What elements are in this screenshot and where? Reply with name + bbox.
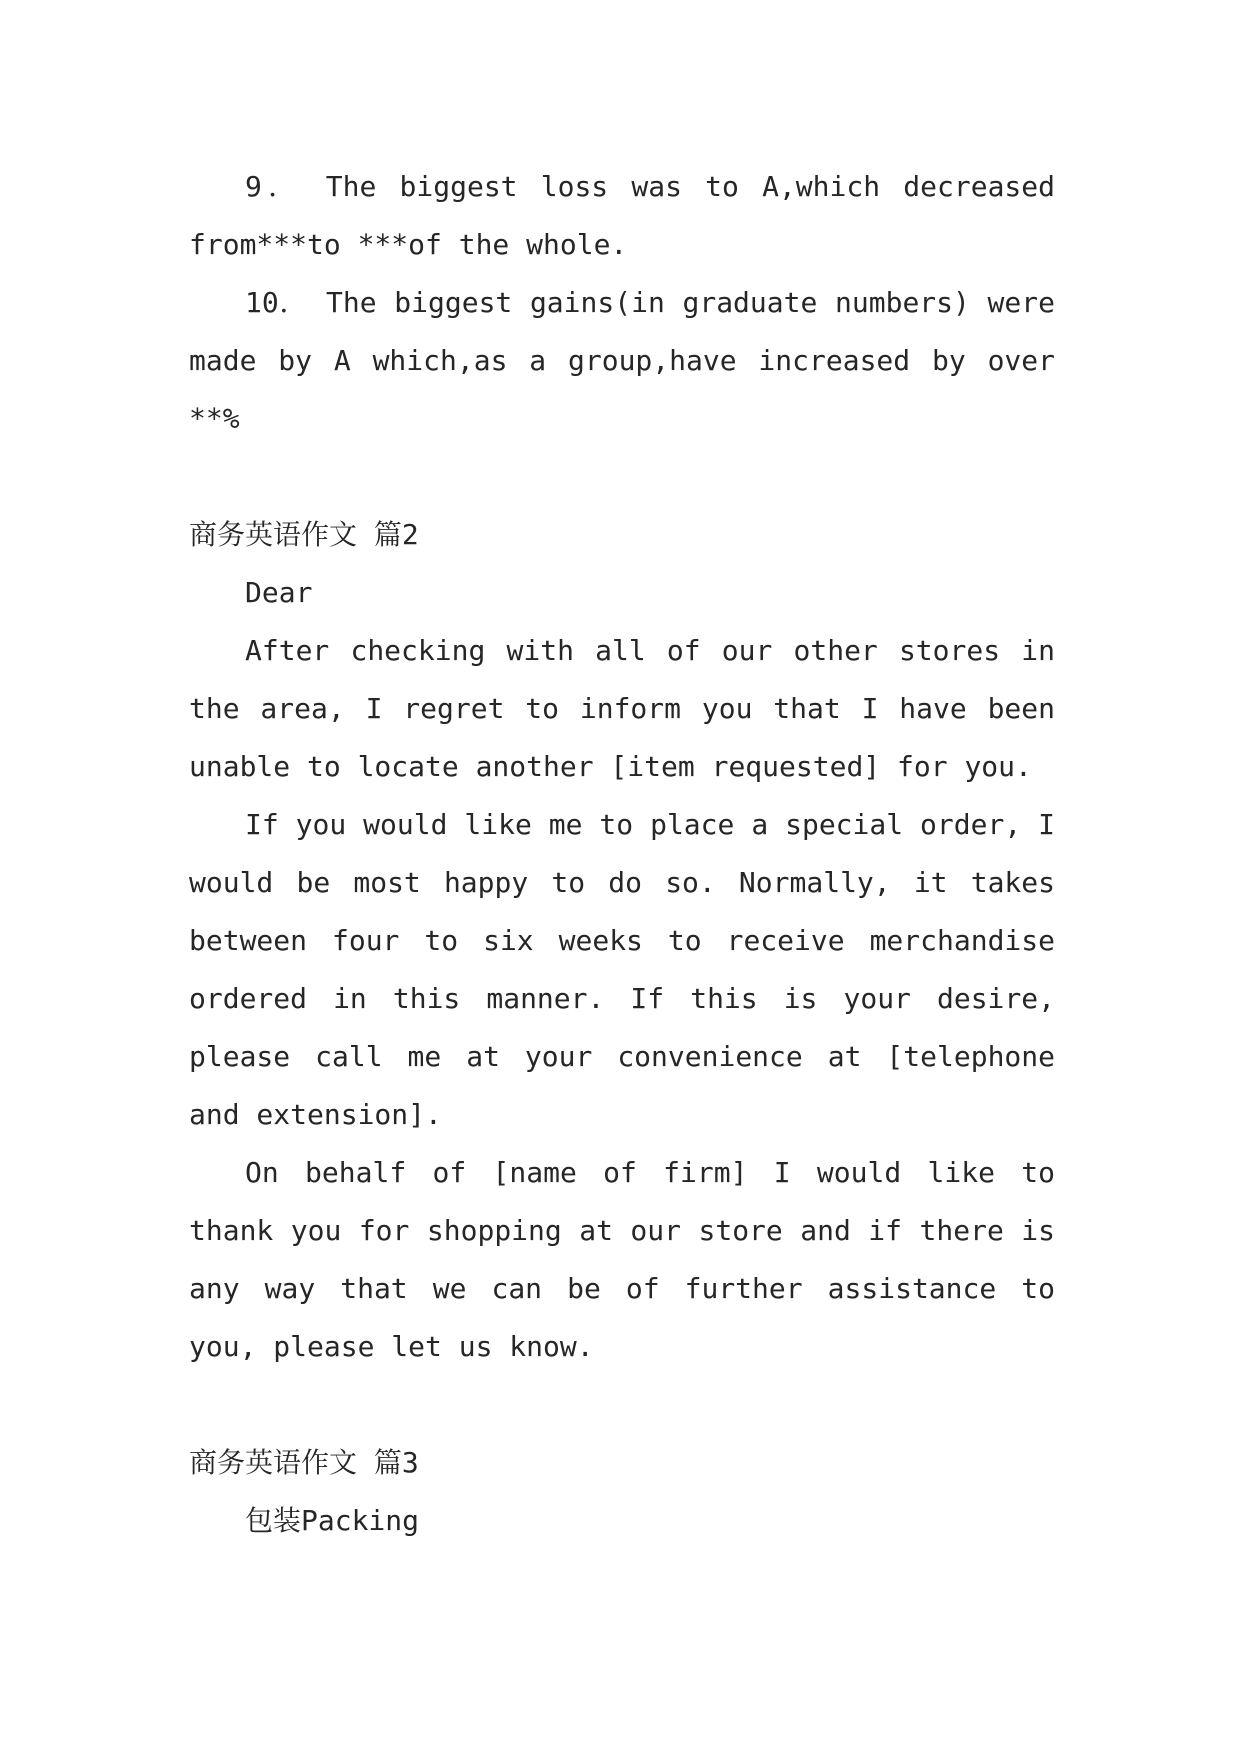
letter-paragraph-1: After checking with all of our other stores in the area, I regret to inform you that I have been unable to locate another [item requested] for you. [189, 634, 1055, 783]
letter-paragraph-3: On behalf of [name of firm] I would like to thank you for shopping at our store and if there is any way that we can be of further assistance to you, please let us know. [189, 1156, 1055, 1363]
letter-paragraph-2: If you would like me to place a special order, I would be most happy to do so. Normally, it takes between four to six weeks to receive merchandise ordered in this manner. If this is your desire, please call me at your convenience at [telephone and extension]. [189, 808, 1055, 1131]
list-item-9: 9． The biggest loss was to A,which decreased from***to ***of the whole. [189, 170, 1055, 261]
section-heading-2: 商务英语作文 篇2 [189, 518, 419, 551]
list-item-10: 10． The biggest gains(in graduate numbers) were made by A which,as a group,have increased by over **% [189, 286, 1055, 435]
section-heading-3: 商务英语作文 篇3 [189, 1446, 419, 1479]
section-3-first-line: 包装Packing [245, 1504, 420, 1537]
letter-salutation: Dear [245, 576, 313, 609]
document-body [189, 158, 1055, 1550]
